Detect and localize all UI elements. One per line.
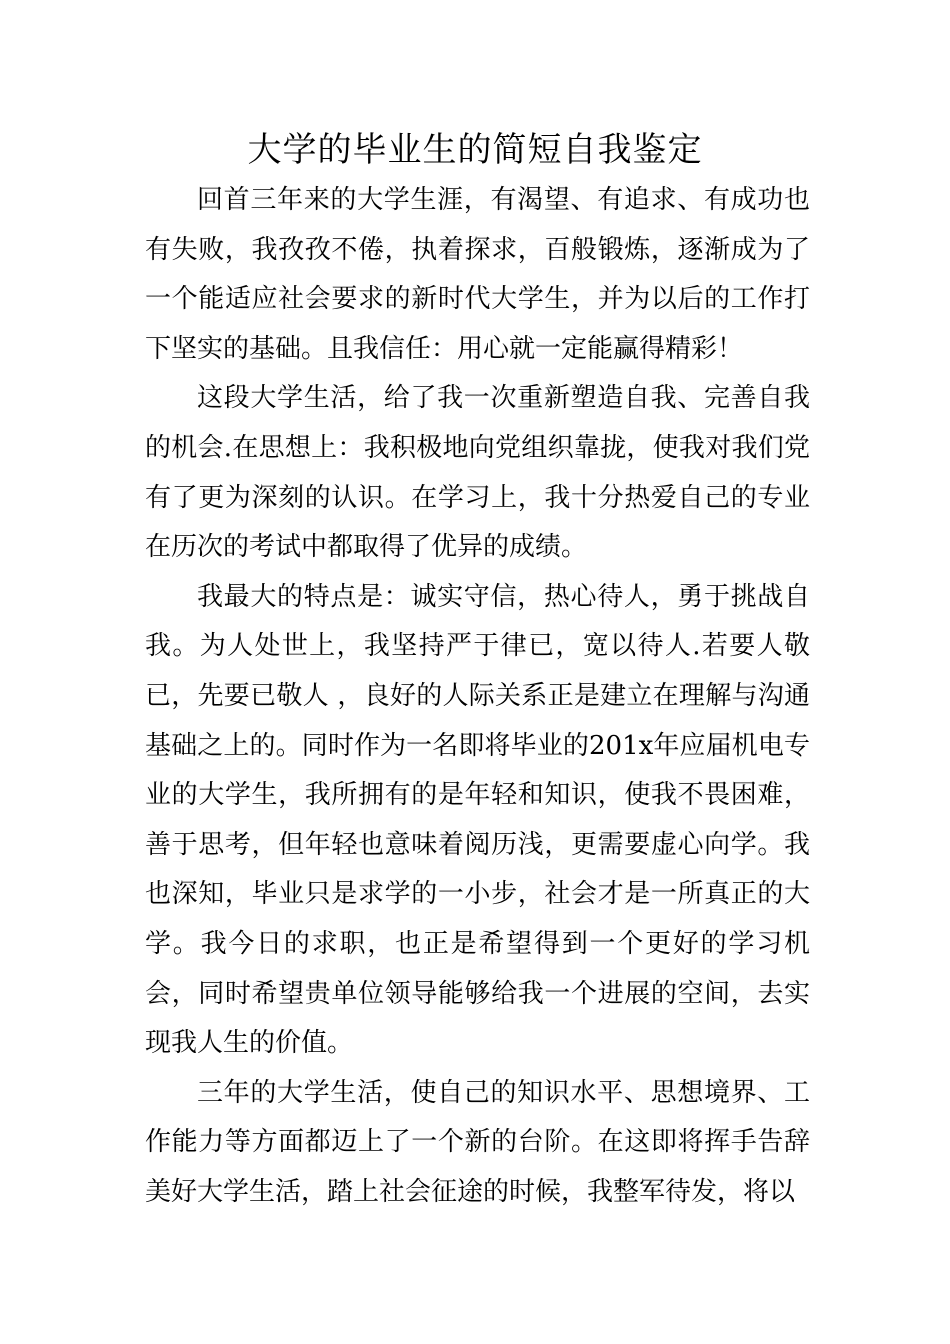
- paragraph-3: 我最大的特点是：诚实守信，热心待人，勇于挑战自我。为人处世上，我坚持严于律已，宽以待人.若要人敬已，先要已敬人 ，良好的人际关系正是建立在理解与沟通基础之上的。同时作为一名即将毕业的201x年应届机电专业的大学生，我所拥有的是年轻和知识，使我不畏困难，善于思考，但年轻也意味着阅历浅，更需要虚心向学。我也深知，毕业只是求学的一小步，社会才是一所真正的大学。我今日的求职，也正是希望得到一个更好的学习机会，同时希望贵单位领导能够给我一个进展的空间，去实现我人生的价值。: [145, 581, 810, 1059]
- paragraph-2: 这段大学生活，给了我一次重新塑造自我、完善自我的机会.在思想上：我积极地向党组织靠拢，使我对我们党有了更为深刻的认识。在学习上，我十分热爱自己的专业在历次的考试中都取得了优异的成绩。: [145, 383, 810, 563]
- paragraph-4: 三年的大学生活，使自己的知识水平、思想境界、工作能力等方面都迈上了一个新的台阶。在这即将挥手告辞美好大学生活，踏上社会征途的时候，我整军待发，将以: [145, 1077, 810, 1207]
- document-body: [145, 176, 810, 1217]
- document-title: 大学的毕业生的简短自我鉴定: [247, 130, 703, 170]
- paragraph-1: 回首三年来的大学生涯，有渴望、有追求、有成功也有失败，我孜孜不倦，执着探求，百般锻炼，逐渐成为了一个能适应社会要求的新时代大学生，并为以后的工作打下坚实的基础。且我信任：用心就一定能赢得精彩！: [145, 185, 810, 364]
